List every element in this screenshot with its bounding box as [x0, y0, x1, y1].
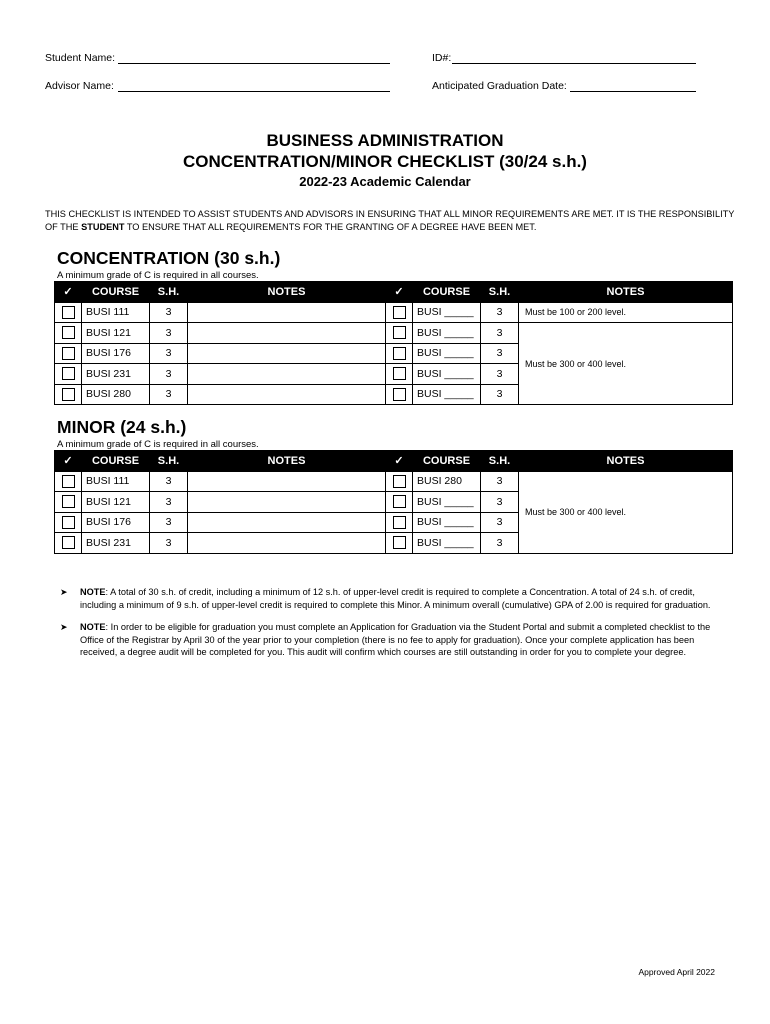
table-row — [55, 302, 733, 323]
course-cell: BUSI 231 — [82, 533, 150, 554]
minor-table — [54, 450, 733, 554]
sh-col-header: S.H. — [481, 282, 519, 303]
checkbox[interactable] — [393, 347, 406, 360]
note-item — [60, 586, 730, 611]
note-item — [60, 621, 730, 659]
id-label: ID#: — [432, 52, 452, 64]
course-cell: BUSI 111 — [82, 302, 150, 323]
note-body: : In order to be eligible for graduation you must complete an Application for Graduation via the Student Portal and submit a completed checklist to the Office of the Registrar by April 30 of the year prior to your completion (there is no fee to apply for graduation). Once your complete application has been received, a degree audit will be completed for you. This audit will confirm which courses are still outstanding in order for you to complete your degree. — [80, 622, 711, 657]
note-body: : A total of 30 s.h. of credit, including a minimum of 12 s.h. of upper-level credit is required to complete a Concentration. A total of 24 s.h. of credit, including a minimum of 9 s.h. of upper-level credit is required to complete this Minor. A minimum overall (cumulative) GPA of 2.00 is required for graduation. — [80, 587, 711, 610]
note-label: NOTE — [80, 622, 106, 632]
table-header-row — [55, 282, 733, 303]
sh-col-header: S.H. — [150, 282, 188, 303]
checkbox[interactable] — [393, 516, 406, 529]
checkbox[interactable] — [62, 475, 75, 488]
check-col-header: ✓ — [55, 282, 82, 303]
checkbox[interactable] — [62, 306, 75, 319]
notes-cell[interactable] — [188, 302, 386, 323]
notes-cell: Must be 300 or 400 level. — [519, 471, 733, 553]
course-col-header: COURSE — [413, 451, 481, 472]
checkbox[interactable] — [62, 388, 75, 401]
sh-cell: 3 — [150, 323, 188, 344]
course-cell: BUSI 280 — [82, 384, 150, 405]
intro-part2: TO ENSURE THAT ALL REQUIREMENTS FOR THE GRANTING OF A DEGREE HAVE BEEN MET. — [124, 222, 537, 232]
course-cell: BUSI _____ — [413, 302, 481, 323]
sh-cell: 3 — [481, 533, 519, 554]
arrow-bullet-icon: ➤ — [60, 587, 68, 597]
sh-col-header: S.H. — [481, 451, 519, 472]
sh-cell: 3 — [150, 364, 188, 385]
note-text — [80, 621, 730, 659]
checkbox[interactable] — [62, 536, 75, 549]
notes-cell[interactable] — [188, 533, 386, 554]
course-cell: BUSI _____ — [413, 533, 481, 554]
sh-cell: 3 — [481, 384, 519, 405]
minor-subtitle: A minimum grade of C is required in all courses. — [57, 439, 259, 450]
concentration-subtitle: A minimum grade of C is required in all courses. — [57, 270, 259, 281]
checkbox[interactable] — [62, 516, 75, 529]
graduation-date-label: Anticipated Graduation Date: — [432, 80, 567, 92]
course-cell: BUSI _____ — [413, 492, 481, 513]
intro-part1: THIS CHECKLIST IS INTENDED TO ASSIST STUDENTS AND ADVISORS IN ENSURING THAT ALL MINOR REQUIREMENTS ARE MET. IT IS THE RESPONSIBILITY OF THE — [45, 209, 735, 232]
academic-calendar: 2022-23 Academic Calendar — [299, 174, 471, 189]
notes-cell[interactable] — [188, 512, 386, 533]
notes-cell[interactable] — [188, 343, 386, 364]
course-cell: BUSI _____ — [413, 384, 481, 405]
notes-col-header: NOTES — [519, 451, 733, 472]
course-cell: BUSI 111 — [82, 471, 150, 492]
sh-cell: 3 — [481, 323, 519, 344]
checkbox[interactable] — [393, 367, 406, 380]
page-title-line1: BUSINESS ADMINISTRATION — [266, 131, 504, 150]
check-col-header: ✓ — [55, 451, 82, 472]
sh-cell: 3 — [481, 512, 519, 533]
intro-text — [45, 208, 735, 234]
sh-cell: 3 — [481, 364, 519, 385]
advisor-name-label: Advisor Name: — [45, 80, 114, 92]
course-cell: BUSI 280 — [413, 471, 481, 492]
sh-cell: 3 — [150, 471, 188, 492]
notes-cell[interactable] — [188, 364, 386, 385]
checkbox[interactable] — [62, 367, 75, 380]
course-cell: BUSI 176 — [82, 512, 150, 533]
checkbox[interactable] — [393, 306, 406, 319]
sh-cell: 3 — [150, 512, 188, 533]
sh-cell: 3 — [150, 302, 188, 323]
notes-cell: Must be 100 or 200 level. — [519, 302, 733, 323]
sh-cell: 3 — [481, 471, 519, 492]
notes-cell[interactable] — [188, 384, 386, 405]
sh-cell: 3 — [481, 302, 519, 323]
course-col-header: COURSE — [413, 282, 481, 303]
arrow-bullet-icon: ➤ — [60, 622, 68, 632]
course-cell: BUSI 176 — [82, 343, 150, 364]
notes-list — [60, 586, 730, 669]
page-title-line2: CONCENTRATION/MINOR CHECKLIST (30/24 s.h.) — [183, 152, 587, 171]
notes-cell[interactable] — [188, 492, 386, 513]
notes-col-header: NOTES — [519, 282, 733, 303]
table-row — [55, 471, 733, 492]
intro-bold: STUDENT — [81, 222, 125, 232]
notes-col-header: NOTES — [188, 282, 386, 303]
check-col-header: ✓ — [386, 282, 413, 303]
note-text — [80, 586, 730, 611]
notes-col-header: NOTES — [188, 451, 386, 472]
minor-title: MINOR (24 s.h.) — [57, 417, 187, 437]
checkbox[interactable] — [393, 326, 406, 339]
checkbox[interactable] — [393, 495, 406, 508]
course-cell: BUSI 121 — [82, 492, 150, 513]
sh-cell: 3 — [150, 533, 188, 554]
checkbox[interactable] — [393, 475, 406, 488]
course-col-header: COURSE — [82, 282, 150, 303]
table-header-row — [55, 451, 733, 472]
check-col-header: ✓ — [386, 451, 413, 472]
checkbox[interactable] — [393, 536, 406, 549]
course-cell: BUSI _____ — [413, 364, 481, 385]
sh-cell: 3 — [481, 343, 519, 364]
concentration-table — [54, 281, 733, 405]
checkbox[interactable] — [393, 388, 406, 401]
approved-date: Approved April 2022 — [638, 967, 715, 977]
note-label: NOTE — [80, 587, 106, 597]
checkbox[interactable] — [62, 347, 75, 360]
course-cell: BUSI _____ — [413, 343, 481, 364]
sh-cell: 3 — [481, 492, 519, 513]
notes-cell[interactable] — [188, 471, 386, 492]
sh-cell: 3 — [150, 384, 188, 405]
student-name-label: Student Name: — [45, 52, 116, 64]
course-cell: BUSI _____ — [413, 512, 481, 533]
notes-cell[interactable] — [188, 323, 386, 344]
graduation-date-field[interactable] — [570, 91, 696, 92]
sh-cell: 3 — [150, 343, 188, 364]
checkbox[interactable] — [62, 326, 75, 339]
sh-col-header: S.H. — [150, 451, 188, 472]
notes-cell: Must be 300 or 400 level. — [519, 323, 733, 405]
student-name-field[interactable] — [118, 63, 390, 64]
table-row — [55, 323, 733, 344]
concentration-title: CONCENTRATION (30 s.h.) — [57, 248, 281, 268]
course-col-header: COURSE — [82, 451, 150, 472]
advisor-name-field[interactable] — [118, 91, 390, 92]
course-cell: BUSI 121 — [82, 323, 150, 344]
checkbox[interactable] — [62, 495, 75, 508]
course-cell: BUSI _____ — [413, 323, 481, 344]
id-field[interactable] — [452, 63, 696, 64]
sh-cell: 3 — [150, 492, 188, 513]
course-cell: BUSI 231 — [82, 364, 150, 385]
